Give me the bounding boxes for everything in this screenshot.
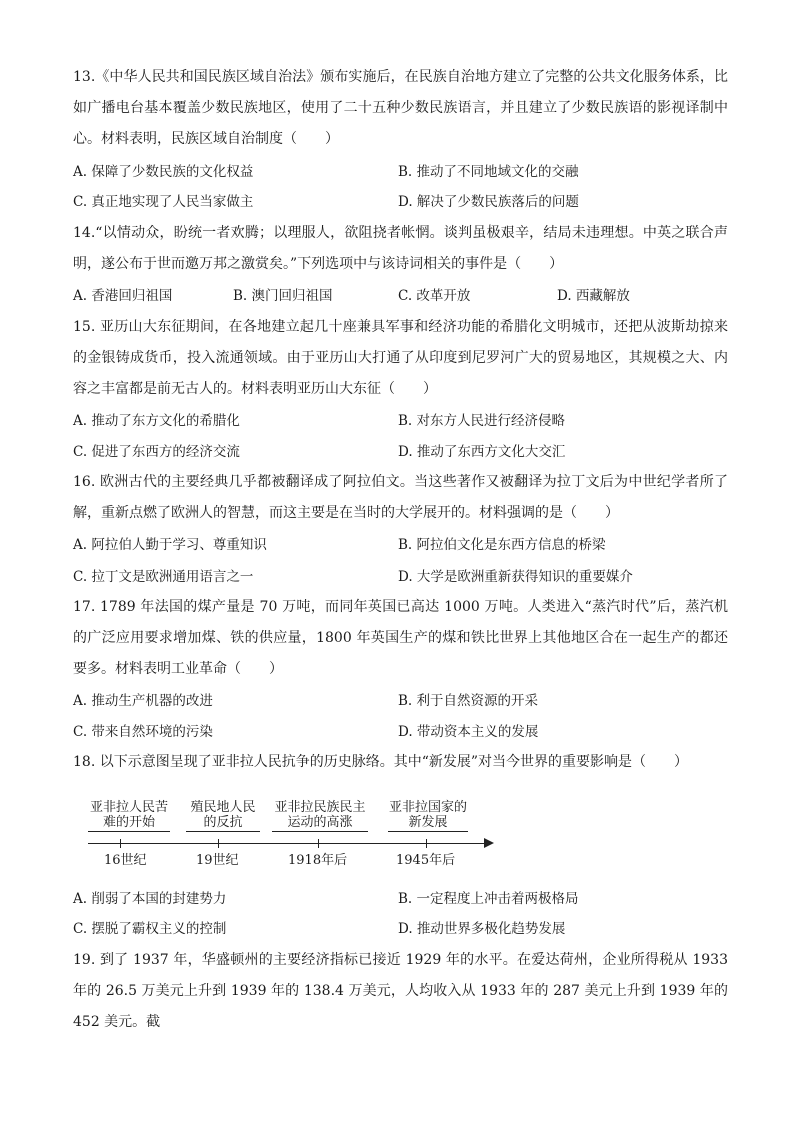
question-16-option-d[interactable]: D. 大学是欧洲重新获得知识的重要媒介 xyxy=(398,569,633,585)
question-13-option-a[interactable]: A. 保障了少数民族的文化权益 xyxy=(73,164,254,180)
question-14-option-b[interactable]: B. 澳门回归祖国 xyxy=(233,288,333,304)
question-13-option-c[interactable]: C. 真正地实现了人民当家做主 xyxy=(73,194,254,210)
question-18-option-c[interactable]: C. 摆脱了霸权主义的控制 xyxy=(73,921,227,937)
question-16-option-b[interactable]: B. 阿拉伯文化是东西方信息的桥梁 xyxy=(398,537,606,553)
question-14-option-c[interactable]: C. 改革开放 xyxy=(398,288,471,304)
question-19-stem: 19. 到了 1937 年，华盛顿州的主要经济指标已接近 1929 年的水平。在爱达荷州，企业所得税从 1933 年的 26.5 万美元上升到 1939 年的 138.4 万美元，人均收入从 1933 年的 287 美元上升到 1939 年的 452 美元。截 xyxy=(73,952,728,1030)
timeline-date-1: 16世纪 xyxy=(104,853,147,868)
question-18-option-b[interactable]: B. 一定程度上冲击着两极格局 xyxy=(398,891,579,907)
question-14-option-a[interactable]: A. 香港回归祖国 xyxy=(73,288,173,304)
question-13-option-d[interactable]: D. 解决了少数民族落后的问题 xyxy=(398,194,579,210)
question-15-option-d[interactable]: D. 推动了东西方文化大交汇 xyxy=(398,444,566,460)
question-15-option-b[interactable]: B. 对东方人民进行经济侵略 xyxy=(398,413,566,429)
question-18-stem: 18. 以下示意图呈现了亚非拉人民抗争的历史脉络。其中“新发展”对当今世界的重要影响是（ ） xyxy=(73,754,689,770)
question-14-stem: 14.“以情动众，盼统一者欢腾；以理服人，欲阻挠者帐惘。谈判虽极艰辛，结局未违理想。中英之联合声明，遂公布于世而邀万邦之激赏矣。”下列选项中与该诗词相关的事件是（ ） xyxy=(73,225,728,272)
question-17-option-d[interactable]: D. 带动资本主义的发展 xyxy=(398,724,539,740)
timeline-tick xyxy=(426,839,427,848)
question-18-option-a[interactable]: A. 削弱了本国的封建势力 xyxy=(73,891,227,907)
question-15-option-a[interactable]: A. 推动了东方文化的希腊化 xyxy=(73,413,240,429)
timeline-stage-3: 亚非拉民族民主运动的高涨 xyxy=(272,800,368,832)
question-14-option-d[interactable]: D. 西藏解放 xyxy=(557,288,630,304)
timeline-stage-1: 亚非拉人民苦难的开始 xyxy=(89,800,168,830)
timeline-date-3: 1918年后 xyxy=(288,853,348,868)
timeline-date-2: 19世纪 xyxy=(196,853,239,868)
timeline-arrow-icon xyxy=(484,838,494,848)
timeline-tick xyxy=(218,839,219,848)
timeline-tick xyxy=(318,839,319,848)
question-13-option-b[interactable]: B. 推动了不同地域文化的交融 xyxy=(398,164,579,180)
question-17-option-b[interactable]: B. 利于自然资源的开采 xyxy=(398,693,539,709)
question-16-option-c[interactable]: C. 拉丁文是欧洲通用语言之一 xyxy=(73,569,254,585)
question-16-stem: 16. 欧洲古代的主要经典几乎都被翻译成了阿拉伯文。当这些著作又被翻译为拉丁文后为中世纪学者所了解，重新点燃了欧洲人的智慧，而这主要是在当时的大学展开的。材料强调的是（ ） xyxy=(73,474,728,521)
question-13-stem: 13.《中华人民共和国民族区域自治法》颁布实施后，在民族自治地方建立了完整的公共文化服务体系，比如广播电台基本覆盖少数民族地区，使用了二十五种少数民族语言，并且建立了少数民族语的影视译制中心。材料表明，民族区域自治制度（ ） xyxy=(73,69,728,147)
timeline-axis xyxy=(88,843,488,844)
history-timeline-diagram xyxy=(82,798,502,878)
question-15-stem: 15. 亚历山大东征期间，在各地建立起几十座兼具军事和经济功能的希腊化文明城市，还把从波斯劫掠来的金银铸成货币，投入流通领域。由于亚历山大打通了从印度到尼罗河广大的贸易地区，其规模之大、内容之丰富都是前无古人的。材料表明亚历山大东征（ ） xyxy=(73,319,728,397)
timeline-stage-2: 殖民地人民的反抗 xyxy=(186,800,260,832)
question-15-option-c[interactable]: C. 促进了东西方的经济交流 xyxy=(73,444,240,460)
question-16-option-a[interactable]: A. 阿拉伯人勤于学习、尊重知识 xyxy=(73,537,267,553)
question-18-option-d[interactable]: D. 推动世界多极化趋势发展 xyxy=(398,921,566,937)
question-17-option-c[interactable]: C. 带来自然环境的污染 xyxy=(73,724,213,740)
question-17-option-a[interactable]: A. 推动生产机器的改进 xyxy=(73,693,213,709)
timeline-date-4: 1945年后 xyxy=(396,853,456,868)
timeline-stage-4: 亚非拉国家的新发展 xyxy=(388,800,467,830)
timeline-tick xyxy=(120,839,121,848)
question-17-stem: 17. 1789 年法国的煤产量是 70 万吨，而同年英国已高达 1000 万吨。人类进入“蒸汽时代”后，蒸汽机的广泛应用要求增加煤、铁的供应量，1800 年英国生产的煤和铁比世界上其他地区合在一起生产的都还要多。材料表明工业革命（ ） xyxy=(73,599,728,677)
